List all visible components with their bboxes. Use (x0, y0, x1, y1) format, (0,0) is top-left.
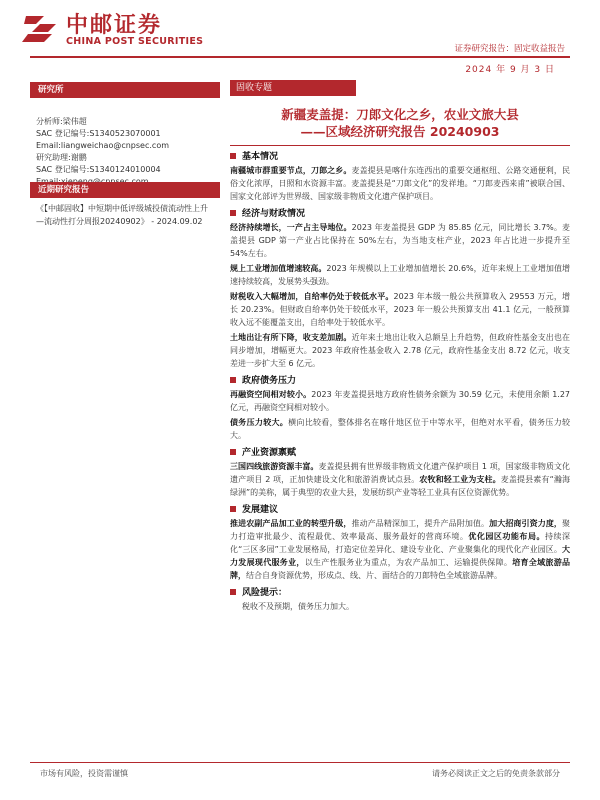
researcher-line: 研究助理:谢鹏 (36, 153, 87, 162)
footer-risk-note: 市场有风险，投资需谨慎 (40, 769, 128, 778)
researcher-line: SAC 登记编号:S1340523070001 (36, 129, 161, 138)
paragraph: 南疆城市群重要节点，刀郎之乡。麦盖提县是喀什东连西出的重要交通枢纽、公路交通便利，民俗文化浓厚，日照和水资源丰富。麦盖提县是“刀郎文化”的发祥地。“刀郎麦西来甫”被联合国、国家文化部评为世界级、国家级非物质文化遗产保护项目。 (230, 166, 571, 201)
square-bullet-icon (230, 449, 236, 455)
section-heading: 政府债务压力 (230, 373, 570, 386)
researcher-email-link[interactable]: Email:liangweichao@cnpsec.com (36, 141, 170, 150)
section-heading: 经济与财政情况 (230, 206, 570, 219)
recent-reports-heading: 近期研究报告 (30, 182, 220, 198)
title-divider (230, 145, 570, 146)
footer-disclaimer-note: 请务必阅读正文之后的免责条款部分 (432, 769, 560, 778)
square-bullet-icon (230, 506, 236, 512)
paragraph: 推进农副产品加工业的转型升级，推动产品精深加工，提升产品附加值。加大招商引资力度，聚力打造审批最少、流程最优、效率最高、服务最好的营商环境。优化园区功能布局。持续深化“三区多园”工业发展格局，打造定位差异化、建设专业化、产业聚集化的现代化产业园区。大力发展现代服务业，以生产性服务业为重点，为农产品加工、运输提供保障。培育全域旅游品牌，结合自身资源优势，形成点、线、片、面结合的刀郎特色全域旅游品牌。 (230, 519, 571, 580)
logo-text-en: CHINA POST SECURITIES (66, 36, 204, 47)
report-title: 新疆麦盖提：刀郎文化之乡，农业文旅大县 (281, 107, 519, 122)
paragraph: 财税收入大幅增加，自给率仍处于较低水平。2023 年本级一般公共预算收入 29553 万元，增长 20.23%。但财政自给率仍处于较低水平，2023 年一般公共预算支出 41.1 亿元，一般预算收入远不能覆盖支出，自给率处于较低水平。 (230, 292, 570, 327)
china-post-logo-icon (22, 10, 60, 46)
paragraph: 税收不及预期，债务压力加大。 (242, 602, 354, 611)
researcher-line: SAC 登记编号:S1340124010004 (36, 165, 161, 174)
footer-divider (30, 762, 570, 763)
paragraph: 再融资空间相对较小。2023 年麦盖提县地方政府性债务余额为 30.59 亿元，未使用余额 1.27 亿元，再融资空间相对较小。 (230, 390, 571, 412)
section-heading: 风险提示： (230, 585, 570, 598)
paragraph: 三国四线旅游资源丰富。麦盖提县拥有世界级非物质文化遗产保护项目 1 项，国家级非物质文化遗产项目 2 项，正加快建设文化和旅游消费试点县。农牧和轻工业为支柱。麦盖提县素有“瀚海绿洲”的美称，属于典型的农业大县，发展纺织产业等轻工业具有区位资源优势。 (230, 462, 570, 497)
recent-reports-box (30, 182, 220, 228)
paragraph: 债务压力较大。横向比较看，整体排名在喀什地区位于中等水平，但绝对水平看，债务压力较大。 (230, 418, 571, 440)
square-bullet-icon (230, 210, 236, 216)
paragraph: 规上工业增加值增速较高。2023 年规模以上工业增加值增长 20.6%，近年来规上工业增加值增速持续较高，发展势头强劲。 (230, 264, 570, 286)
square-bullet-icon (230, 589, 236, 595)
recent-report-link[interactable]: 《【中邮固收】中短期中低评级城投债流动性上升—流动性打分周报20240902》 - 2024.09.02 (36, 204, 208, 226)
section-heading: 产业资源禀赋 (230, 445, 570, 458)
header-divider (30, 56, 570, 58)
report-type: 证券研究报告：固定收益报告 (454, 44, 565, 54)
paragraph: 土地出让有所下降，收支差加剧。近年来土地出让收入总额呈上升趋势，但政府性基金支出也在同步增加，增幅更大。2023 年政府性基金收入 2.78 亿元，政府性基金支出 8.72 亿元，收支差进一步扩大至 6 亿元。 (230, 333, 571, 368)
square-bullet-icon (230, 153, 236, 159)
research-institute-heading: 研究所 (30, 82, 220, 98)
logo-text-cn: 中邮证券 (66, 13, 163, 38)
section-heading: 基本情况 (230, 149, 570, 162)
square-bullet-icon (230, 377, 236, 383)
report-date: 2024 年 9 月 3 日 (465, 65, 555, 75)
section-heading: 发展建议 (230, 502, 570, 515)
main-content (230, 80, 570, 615)
researcher-box (30, 82, 220, 188)
paragraph: 经济持续增长，一产占主导地位。2023 年麦盖提县 GDP 为 85.85 亿元，同比增长 3.7%。麦盖提县 GDP 第一产业占比保持在 50%左右，为当地支柱产业，2023 年占比进一步提升至 54%左右。 (230, 223, 570, 258)
report-subtitle: ——区域经济研究报告 20240903 (300, 124, 500, 139)
researcher-line: 分析师:梁伟超 (36, 117, 87, 126)
report-category-tag: 固收专题 (230, 80, 356, 96)
company-logo (22, 8, 222, 50)
